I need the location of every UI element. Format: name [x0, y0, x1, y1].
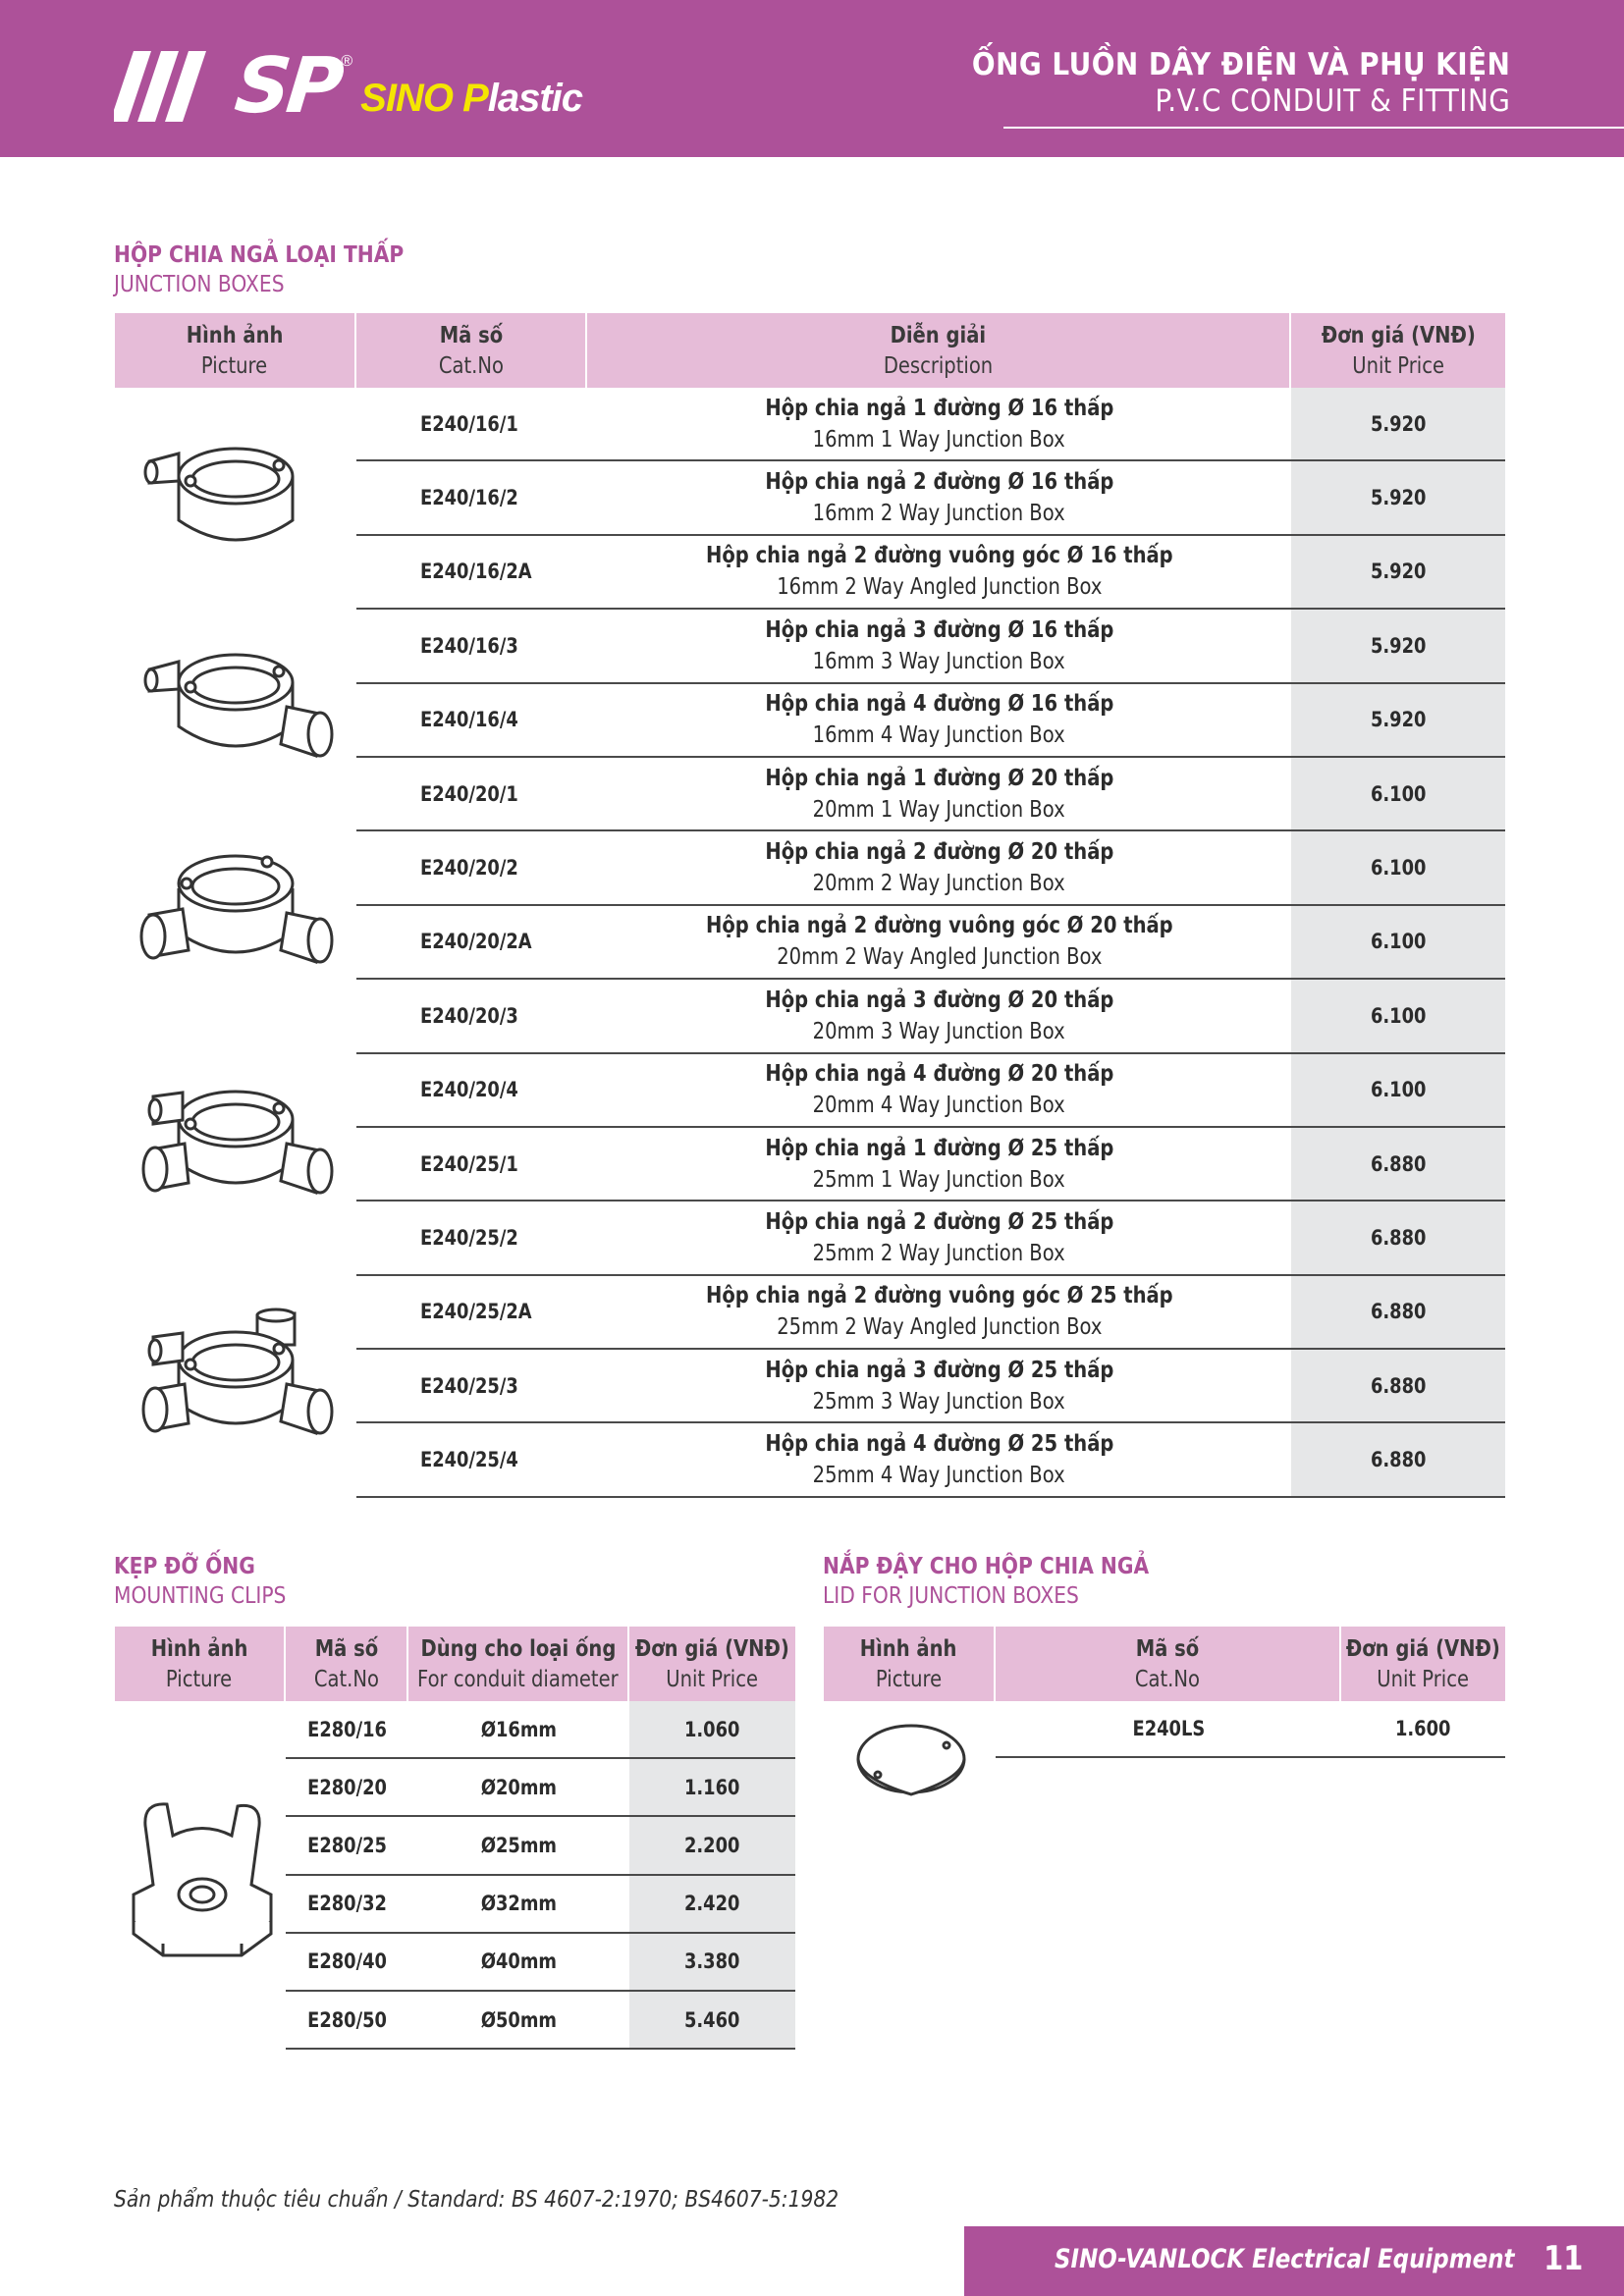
junction-box-4-way-image	[139, 1306, 336, 1453]
cat-no-cell	[356, 831, 587, 903]
logo-slashes-icon	[114, 51, 232, 122]
clip-diameter-cell	[408, 1759, 629, 1815]
description-en: 25mm 2 Way Junction Box	[813, 1240, 1065, 1266]
cat-no-cell	[356, 1276, 587, 1348]
description-cell	[587, 388, 1291, 459]
unit-price: 6.880	[1370, 1300, 1427, 1324]
logo-mark: SP	[231, 42, 345, 131]
junction-title-vi: HỘP CHIA NGẢ LOẠI THẤP	[114, 242, 405, 268]
clips-table-header	[115, 1627, 795, 1701]
page-number: 11	[1543, 2239, 1583, 2278]
table-row	[356, 536, 1505, 610]
clips-col-picture	[115, 1627, 286, 1701]
clip-cat-no: E280/40	[307, 1949, 387, 1974]
lid-cat-no	[996, 1701, 1341, 1756]
logo-word-rest: lastic	[487, 77, 583, 120]
clip-cat-no-cell	[286, 1817, 408, 1873]
description-cell	[587, 906, 1291, 978]
catalog-title	[912, 45, 1510, 118]
junction-title-en: JUNCTION BOXES	[114, 272, 285, 297]
cat-no-cell	[356, 906, 587, 978]
table-row	[356, 1276, 1505, 1350]
clip-cat-no-cell	[286, 1759, 408, 1815]
description-vi: Hộp chia ngả 1 đường Ø 16 thấp	[764, 395, 1114, 421]
unit-price: 6.880	[1370, 1151, 1427, 1176]
col-picture	[115, 313, 356, 388]
description-vi: Hộp chia ngả 3 đường Ø 25 thấp	[764, 1357, 1114, 1383]
col-picture-vi: Hình ảnh	[186, 323, 284, 348]
col-price-vi: Đơn giá (VNĐ)	[1321, 323, 1476, 348]
clip-diameter-cell	[408, 1992, 629, 2048]
clip-diameter: Ø20mm	[480, 1775, 558, 1799]
unit-price-cell	[1291, 1128, 1505, 1200]
clips-col-dia-en: For conduit diameter	[417, 1667, 619, 1692]
cat-no: E240/20/2	[420, 856, 518, 881]
unit-price-cell	[1291, 1276, 1505, 1348]
lid-col-price-en: Unit Price	[1377, 1667, 1470, 1692]
clips-col-picture-vi: Hình ảnh	[150, 1636, 248, 1662]
description-en: 25mm 1 Way Junction Box	[813, 1166, 1065, 1193]
unit-price-cell	[1291, 536, 1505, 608]
clip-price: 1.160	[684, 1775, 740, 1799]
junction-table-header	[115, 313, 1505, 388]
description-cell	[587, 1128, 1291, 1200]
table-row	[996, 1701, 1505, 1758]
clips-title-en: MOUNTING CLIPS	[114, 1583, 287, 1609]
table-row	[356, 1350, 1505, 1423]
description-en: 20mm 2 Way Angled Junction Box	[776, 944, 1103, 971]
clip-diameter: Ø50mm	[480, 2007, 558, 2032]
description-en: 20mm 4 Way Junction Box	[813, 1093, 1065, 1119]
standard-note: Sản phẩm thuộc tiêu chuẩn / Standard: BS 4607-2:1970; BS4607-5:1982	[114, 2187, 839, 2213]
unit-price-cell	[1291, 1423, 1505, 1495]
unit-price: 5.920	[1370, 411, 1427, 436]
cat-no: E240/20/2A	[420, 930, 532, 954]
clip-price: 5.460	[684, 2007, 740, 2032]
clip-price: 2.200	[684, 1833, 740, 1857]
cat-no: E240/25/1	[420, 1151, 518, 1176]
junction-section-title	[114, 240, 443, 299]
col-desc-vi: Diễn giải	[890, 323, 987, 348]
clip-price-cell	[629, 1759, 795, 1815]
clip-cat-no: E280/32	[307, 1892, 387, 1916]
cat-no-cell	[356, 1201, 587, 1273]
footer-bar	[964, 2226, 1624, 2296]
clip-diameter: Ø25mm	[480, 1833, 558, 1857]
description-cell	[587, 461, 1291, 533]
unit-price-cell	[1291, 1054, 1505, 1126]
unit-price-cell	[1291, 758, 1505, 829]
cat-no: E240/25/2	[420, 1225, 518, 1250]
cat-no-cell	[356, 980, 587, 1051]
unit-price-cell	[1291, 1201, 1505, 1273]
sino-plastic-logo	[114, 42, 583, 131]
clip-diameter-cell	[408, 1701, 629, 1757]
unit-price: 5.920	[1370, 486, 1427, 510]
clip-price-cell	[629, 1876, 795, 1932]
clip-diameter-cell	[408, 1934, 629, 1990]
clips-col-cat-no	[286, 1627, 408, 1701]
table-row	[356, 684, 1505, 758]
unit-price: 6.880	[1370, 1448, 1427, 1472]
cat-no: E240/20/3	[420, 1003, 518, 1028]
clip-cat-no: E280/50	[307, 2007, 387, 2032]
description-cell	[587, 1276, 1291, 1348]
cat-no: E240/25/4	[420, 1448, 518, 1472]
table-row	[356, 1423, 1505, 1497]
junction-box-2-way-image	[139, 628, 336, 775]
col-desc-en: Description	[883, 353, 994, 379]
junction-table-body	[356, 388, 1505, 1498]
clips-col-cat-en: Cat.No	[313, 1667, 379, 1692]
unit-price-cell	[1291, 684, 1505, 756]
clip-price-cell	[629, 1934, 795, 1990]
cat-no-cell	[356, 758, 587, 829]
lid-price-value: 1.600	[1395, 1717, 1451, 1740]
clips-col-cat-vi: Mã số	[314, 1636, 378, 1662]
description-en: 16mm 1 Way Junction Box	[813, 426, 1065, 453]
clips-table-body	[286, 1701, 795, 2050]
cat-no: E240/16/1	[420, 411, 518, 436]
registered-mark: ®	[341, 53, 353, 70]
table-row	[286, 1701, 795, 1759]
clips-col-unit-price	[629, 1627, 795, 1701]
cat-no: E240/20/1	[420, 781, 518, 806]
clip-price-cell	[629, 1817, 795, 1873]
clip-cat-no: E280/16	[307, 1717, 387, 1741]
clips-col-price-en: Unit Price	[666, 1667, 759, 1692]
description-vi: Hộp chia ngả 3 đường Ø 16 thấp	[764, 616, 1114, 643]
lid-title-vi: NẮP ĐẬY CHO HỘP CHIA NGẢ	[823, 1554, 1150, 1579]
cat-no: E240/16/3	[420, 633, 518, 658]
col-cat-no	[356, 313, 587, 388]
description-en: 20mm 1 Way Junction Box	[813, 796, 1065, 823]
clips-col-price-vi: Đơn giá (VNĐ)	[635, 1636, 789, 1662]
page-header	[0, 0, 1624, 157]
lid-col-unit-price	[1341, 1627, 1505, 1701]
description-en: 16mm 2 Way Junction Box	[813, 501, 1065, 527]
junction-box-lid-image	[852, 1716, 970, 1804]
unit-price: 6.100	[1370, 1078, 1427, 1102]
footer-brand: SINO-VANLOCK Electrical Equipment	[1055, 2244, 1515, 2274]
cat-no-cell	[356, 1128, 587, 1200]
description-vi: Hộp chia ngả 4 đường Ø 25 thấp	[764, 1431, 1114, 1458]
clips-col-dia-vi: Dùng cho loại ống	[420, 1636, 616, 1662]
description-cell	[587, 1350, 1291, 1421]
table-row	[356, 1201, 1505, 1275]
description-vi: Hộp chia ngả 3 đường Ø 20 thấp	[764, 987, 1114, 1013]
clip-diameter-cell	[408, 1817, 629, 1873]
unit-price: 5.920	[1370, 633, 1427, 658]
description-en: 25mm 3 Way Junction Box	[813, 1388, 1065, 1415]
unit-price-cell	[1291, 461, 1505, 533]
clip-price: 1.060	[684, 1717, 740, 1741]
lid-col-cat-vi: Mã số	[1135, 1636, 1200, 1662]
cat-no: E240/16/2	[420, 486, 518, 510]
cat-no-cell	[356, 1350, 587, 1421]
clip-cat-no-cell	[286, 1876, 408, 1932]
clip-diameter: Ø32mm	[480, 1892, 558, 1916]
table-row	[356, 980, 1505, 1053]
description-cell	[587, 536, 1291, 608]
description-vi: Hộp chia ngả 1 đường Ø 20 thấp	[764, 765, 1114, 791]
description-vi: Hộp chia ngả 4 đường Ø 20 thấp	[764, 1061, 1114, 1088]
unit-price-cell	[1291, 388, 1505, 459]
clip-cat-no: E280/25	[307, 1833, 387, 1857]
table-row	[356, 1054, 1505, 1128]
lid-table-body	[996, 1701, 1505, 1758]
col-description	[587, 313, 1291, 388]
cat-no: E240/16/4	[420, 708, 518, 732]
clip-price-cell	[629, 1701, 795, 1757]
description-en: 25mm 4 Way Junction Box	[813, 1463, 1065, 1489]
lid-col-picture	[824, 1627, 996, 1701]
lid-price	[1341, 1701, 1505, 1756]
description-en: 16mm 3 Way Junction Box	[813, 648, 1065, 674]
unit-price: 5.920	[1370, 560, 1427, 584]
description-vi: Hộp chia ngả 2 đường vuông góc Ø 16 thấp	[705, 543, 1173, 569]
lid-table-header	[824, 1627, 1505, 1701]
clips-col-picture-en: Picture	[166, 1667, 233, 1692]
clip-cat-no-cell	[286, 1934, 408, 1990]
lid-col-price-vi: Đơn giá (VNĐ)	[1346, 1636, 1500, 1662]
unit-price-cell	[1291, 831, 1505, 903]
lid-section-title	[823, 1552, 1193, 1611]
lid-col-cat-en: Cat.No	[1134, 1667, 1201, 1692]
table-row	[356, 1128, 1505, 1201]
col-cat-vi: Mã số	[439, 323, 503, 348]
cat-no-cell	[356, 1054, 587, 1126]
clip-price-cell	[629, 1992, 795, 2048]
junction-box-3-way-tee-image	[139, 1065, 336, 1212]
lid-code: E240LS	[1132, 1717, 1205, 1740]
unit-price-cell	[1291, 906, 1505, 978]
description-cell	[587, 610, 1291, 681]
col-picture-en: Picture	[201, 353, 268, 379]
description-en: 20mm 3 Way Junction Box	[813, 1018, 1065, 1044]
col-cat-en: Cat.No	[438, 353, 504, 379]
catalog-title-en: P.V.C CONDUIT & FITTING	[1155, 83, 1510, 119]
lid-col-cat-no	[996, 1627, 1341, 1701]
description-cell	[587, 1423, 1291, 1495]
unit-price: 6.100	[1370, 1003, 1427, 1028]
cat-no: E240/25/3	[420, 1373, 518, 1398]
clip-diameter: Ø40mm	[480, 1949, 558, 1974]
description-cell	[587, 831, 1291, 903]
clip-price: 2.420	[684, 1892, 740, 1916]
description-cell	[587, 1054, 1291, 1126]
cat-no-cell	[356, 388, 587, 459]
col-unit-price	[1291, 313, 1505, 388]
catalog-title-vi: ỐNG LUỒN DÂY ĐIỆN VÀ PHỤ KIỆN	[971, 47, 1510, 82]
description-en: 20mm 2 Way Junction Box	[813, 871, 1065, 897]
unit-price-cell	[1291, 980, 1505, 1051]
unit-price: 6.880	[1370, 1225, 1427, 1250]
table-row	[356, 461, 1505, 535]
description-en: 25mm 2 Way Angled Junction Box	[776, 1314, 1103, 1341]
lid-col-picture-vi: Hình ảnh	[860, 1636, 957, 1662]
unit-price: 5.920	[1370, 708, 1427, 732]
cat-no-cell	[356, 684, 587, 756]
lid-col-picture-en: Picture	[875, 1667, 943, 1692]
table-row	[286, 1934, 795, 1992]
logo-word-p: P	[462, 77, 488, 120]
description-en: 16mm 4 Way Junction Box	[813, 722, 1065, 749]
unit-price-cell	[1291, 610, 1505, 681]
cat-no-cell	[356, 1423, 587, 1495]
cat-no-cell	[356, 610, 587, 681]
description-vi: Hộp chia ngả 2 đường Ø 16 thấp	[764, 469, 1114, 496]
table-row	[356, 610, 1505, 683]
header-divider	[1003, 127, 1624, 129]
mounting-clip-image	[124, 1796, 281, 1973]
logo-word-sino: SINO	[360, 77, 453, 120]
table-row	[286, 1876, 795, 1934]
table-row	[356, 831, 1505, 905]
clip-diameter: Ø16mm	[480, 1717, 558, 1741]
table-row	[286, 1817, 795, 1875]
description-vi: Hộp chia ngả 2 đường Ø 25 thấp	[764, 1208, 1114, 1235]
unit-price: 6.100	[1370, 781, 1427, 806]
junction-box-1-way-image	[139, 422, 336, 569]
col-price-en: Unit Price	[1352, 353, 1444, 379]
cat-no-cell	[356, 536, 587, 608]
description-vi: Hộp chia ngả 2 đường Ø 20 thấp	[764, 839, 1114, 866]
table-row	[286, 1759, 795, 1817]
description-cell	[587, 1201, 1291, 1273]
clips-title-vi: KẸP ĐỠ ỐNG	[114, 1554, 255, 1579]
description-vi: Hộp chia ngả 2 đường vuông góc Ø 20 thấp	[705, 913, 1173, 939]
cat-no: E240/25/2A	[420, 1300, 532, 1324]
unit-price: 6.880	[1370, 1373, 1427, 1398]
clip-price: 3.380	[684, 1949, 740, 1974]
description-cell	[587, 980, 1291, 1051]
description-cell	[587, 684, 1291, 756]
unit-price-cell	[1291, 1350, 1505, 1421]
logo-wordmark	[360, 79, 582, 118]
table-row	[356, 388, 1505, 461]
description-vi: Hộp chia ngả 4 đường Ø 16 thấp	[764, 691, 1114, 718]
description-vi: Hộp chia ngả 1 đường Ø 25 thấp	[764, 1135, 1114, 1161]
cat-no: E240/16/2A	[420, 560, 532, 584]
unit-price: 6.100	[1370, 930, 1427, 954]
table-row	[286, 1992, 795, 2050]
table-row	[356, 906, 1505, 980]
cat-no: E240/20/4	[420, 1078, 518, 1102]
description-en: 16mm 2 Way Angled Junction Box	[776, 574, 1103, 601]
clip-cat-no: E280/20	[307, 1775, 387, 1799]
junction-box-3-way-image	[139, 834, 336, 982]
lid-title-en: LID FOR JUNCTION BOXES	[823, 1583, 1079, 1609]
unit-price: 6.100	[1370, 856, 1427, 881]
clip-cat-no-cell	[286, 1701, 408, 1757]
description-vi: Hộp chia ngả 2 đường vuông góc Ø 25 thấp	[705, 1283, 1173, 1309]
clips-section-title	[114, 1552, 309, 1611]
clip-diameter-cell	[408, 1876, 629, 1932]
description-cell	[587, 758, 1291, 829]
table-row	[356, 758, 1505, 831]
clip-cat-no-cell	[286, 1992, 408, 2048]
cat-no-cell	[356, 461, 587, 533]
clips-col-diameter	[408, 1627, 629, 1701]
